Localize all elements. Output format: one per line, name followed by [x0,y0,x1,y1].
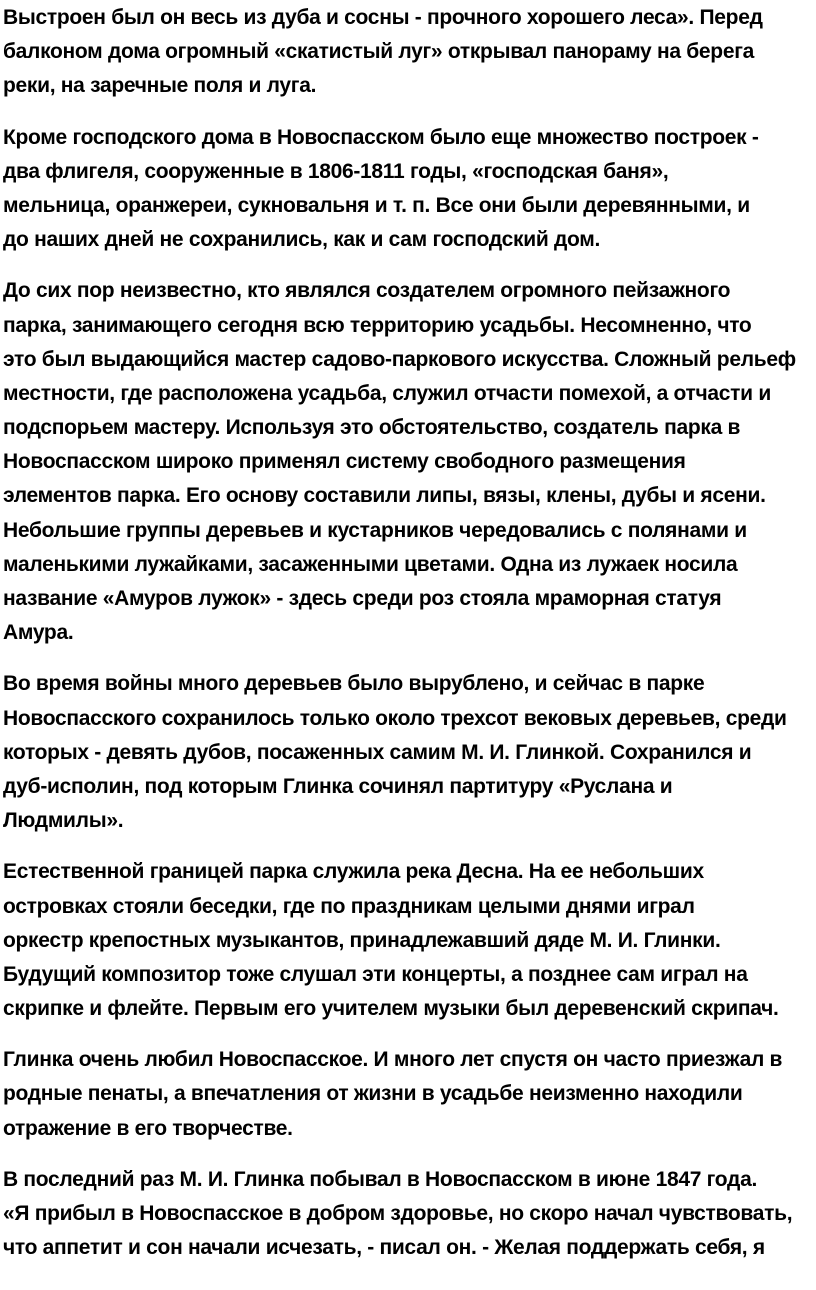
text-line: элементов парка. Его основу составили липы, вязы, клены, дубы и ясени. [3,484,766,508]
text-line: что аппетит и сон начали исчезать, - писал он. - Желая поддержать себя, я [3,1236,765,1260]
text-line: Естественной границей парка служила река Десна. На ее небольших [3,860,704,884]
text-line: балконом дома огромный «скатистый луг» открывал панораму на берега [3,40,755,64]
text-line: Новоспасского сохранилось только около трехсот вековых деревьев, среди [3,706,787,730]
text-line: До сих пор неизвестно, кто являлся создателем огромного пейзажного [3,279,731,303]
text-line: Людмилы». [3,809,124,833]
text-line: Глинка очень любил Новоспасское. И много лет спустя он часто приезжал в [3,1048,783,1072]
paragraph-gap [3,257,816,274]
paragraph-gap [3,1026,816,1043]
paragraph [3,1043,816,1146]
text-line: оркестр крепостных музыкантов, принадлежавший дяде М. И. Глинки. [3,928,721,952]
text-line: Кроме господского дома в Новоспасском было еще множество построек - [3,125,759,149]
text-line: Новоспасском широко применял систему свободного размещения [3,450,686,474]
text-line: отражение в его творчестве. [3,1116,293,1140]
paragraph [3,274,816,650]
text-line: Амура. [3,621,74,645]
text-line: название «Амуров лужок» - здесь среди роз стояла мраморная статуя [3,587,722,610]
text-line: Будущий композитор тоже слушал эти концерты, а позднее сам играл на [3,962,748,986]
text-line: родные пенаты, а впечатления от жизни в усадьбе неизменно находили [3,1082,743,1106]
text-line: скрипке и флейте. Первым его учителем музыки был деревенский скрипач. [3,997,779,1021]
text-line: мельница, оранжереи, сукновальня и т. п. Все они были деревянными, и [3,193,750,217]
text-line: дуб-исполин, под которым Глинка сочинял партитуру «Руслана и [3,774,673,798]
text-line: «Я прибыл в Новоспасское в добром здоровье, но скоро начал чувствовать, [3,1202,793,1225]
paragraph-gap [3,650,816,667]
text-line: это был выдающийся мастер садово-паркового искусства. Сложный рельеф [3,347,796,371]
text-line: местности, где расположена усадьба, служил отчасти помехой, а отчасти и [3,381,771,405]
paragraph-gap [3,1146,816,1163]
text-line: подспорьем мастеру. Используя это обстоятельство, создатель парка в [3,416,741,440]
paragraph [3,1,816,104]
text-line: островках стояли беседки, где по праздникам целыми днями играл [3,894,695,918]
text-line: до наших дней не сохранились, как и сам господский дом. [3,228,601,252]
text-line: реки, на заречные поля и луга. [3,74,317,98]
text-line: Во время войны много деревьев было вырублено, и сейчас в парке [3,672,705,696]
paragraph [3,855,816,1026]
text-line: Небольшие группы деревьев и кустарников чередовались с полянами и [3,518,747,542]
text-line: парка, занимающего сегодня всю территорию усадьбы. Несомненно, что [3,313,752,337]
text-line: маленькими лужайками, засаженными цветами. Одна из лужаек носила [3,552,738,576]
text-line: В последний раз М. И. Глинка побывал в Новоспасском в июне 1847 года. [3,1167,757,1191]
paragraph [3,121,816,258]
text-line: которых - девять дубов, посаженных самим М. И. Глинкой. Сохранился и [3,740,752,764]
paragraph [3,667,816,838]
text-line: Выстроен был он весь из дуба и сосны - прочного хорошего леса». Перед [3,6,763,29]
paragraph [3,1163,816,1266]
text-line: два флигеля, сооруженные в 1806-1811 годы, «господская баня», [3,159,669,183]
paragraph-gap [3,104,816,121]
paragraph-gap [3,838,816,855]
